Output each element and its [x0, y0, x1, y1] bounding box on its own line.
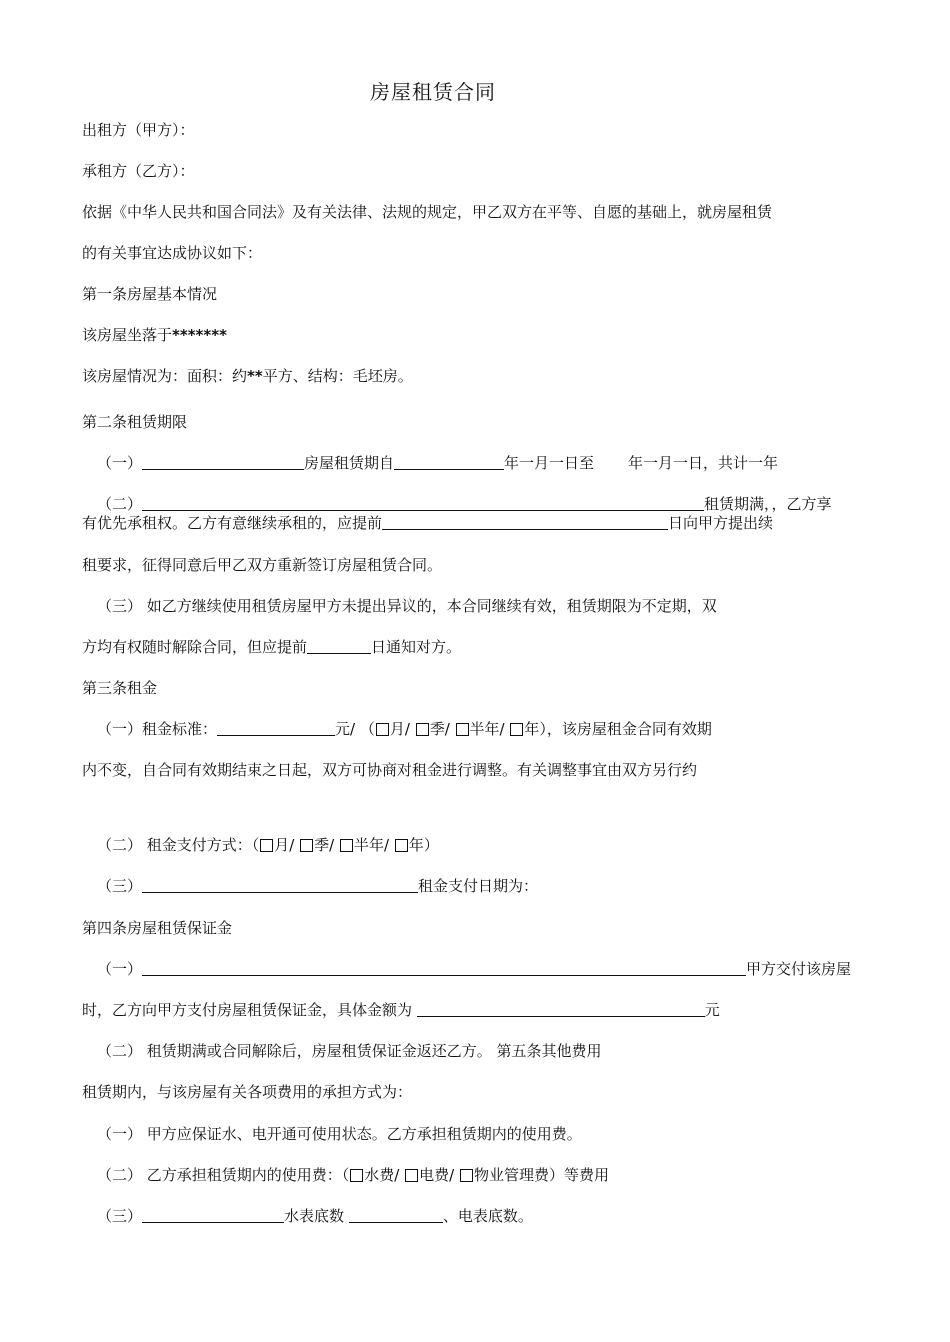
- article-2-item-2-cont: [82, 513, 773, 533]
- blank-field: [394, 454, 504, 470]
- option-property: 物业管理费）等费用: [473, 1166, 609, 1184]
- yuan-unit: 元: [704, 1001, 720, 1019]
- payment-method-label: （二） 租金支付方式：（: [97, 836, 260, 854]
- article-2-item-2: [97, 494, 832, 514]
- option-year: 年）: [408, 836, 439, 854]
- item-number: （一）: [97, 960, 143, 978]
- checkbox[interactable]: [340, 839, 353, 852]
- article-2-item-3: （三） 如乙方继续使用租赁房屋甲方未提出异议的，本合同继续有效，租赁期限为不定期，双: [97, 597, 717, 615]
- notice-text: 日向甲方提出续: [668, 514, 774, 532]
- notify-text: 日通知对方。: [371, 638, 462, 656]
- payment-date-label: 租金支付日期为：: [418, 877, 539, 895]
- article-3-item-1-cont: 内不变，自合同有效期结束之日起，双方可协商对租金进行调整。有关调整事宜由双方另行约: [82, 761, 698, 779]
- lessee-line: 承租方（乙方）：: [82, 162, 195, 180]
- article-1-title: 第一条房屋基本情况: [82, 285, 218, 303]
- article-3-item-3: [97, 876, 538, 896]
- article-3-item-2: [97, 835, 439, 855]
- fees-label: （二） 乙方承担租赁期内的使用费：（: [97, 1166, 350, 1184]
- blank-field: [349, 1207, 443, 1223]
- blank-field: [142, 495, 704, 511]
- option-electricity: 电费/: [419, 1166, 455, 1184]
- option-month: 月/: [389, 720, 410, 738]
- option-water: 水费/: [364, 1166, 400, 1184]
- checkbox[interactable]: [350, 1169, 363, 1182]
- item-number: （二）: [97, 495, 143, 513]
- blank-field: [142, 1207, 284, 1223]
- lessor-line: 出租方（甲方）：: [82, 121, 195, 139]
- option-year: 年），该房屋租金合同有效期: [524, 720, 712, 738]
- option-season: 季/: [429, 720, 450, 738]
- area-value: **: [247, 367, 263, 385]
- checkbox[interactable]: [416, 723, 429, 736]
- article-1-location: [82, 325, 227, 345]
- location-label: 该房屋坐落于: [82, 326, 173, 344]
- option-season: 季/: [314, 836, 335, 854]
- article-1-info: [82, 366, 413, 386]
- location-value: *******: [172, 326, 227, 344]
- article-4-item-2: （二） 租赁期满或合同解除后，房屋租赁保证金返还乙方。 第五条其他费用: [97, 1042, 602, 1060]
- date-from: 年一月一日至: [504, 454, 595, 472]
- rent-standard-label: （一）租金标准：: [97, 720, 218, 738]
- option-half-year: 半年/: [469, 720, 505, 738]
- deliver-text: 甲方交付该房屋: [746, 960, 852, 978]
- article-2-item-3-cont: [82, 637, 461, 657]
- rent-unit: 元/ （: [335, 720, 375, 738]
- article-4-title: 第四条房屋租赁保证金: [82, 919, 233, 937]
- date-to: 年一月一日，共计一年: [628, 454, 779, 472]
- blank-field: [142, 454, 304, 470]
- priority-text: 有优先承租权。乙方有意继续承租的，应提前: [82, 514, 383, 532]
- blank-field: [142, 877, 418, 893]
- checkbox[interactable]: [456, 723, 469, 736]
- blank-field: [417, 1001, 705, 1017]
- article-2-item-2-end: 租要求，征得同意后甲乙双方重新签订房屋租赁合同。: [82, 556, 443, 574]
- checkbox[interactable]: [376, 723, 389, 736]
- deposit-text: 时，乙方向甲方支付房屋租赁保证金，具体金额为: [82, 1001, 413, 1019]
- article-4-item-1: [97, 959, 851, 979]
- option-half-year: 半年/: [353, 836, 390, 854]
- article-2-item-1: [97, 453, 778, 473]
- blank-field: [307, 638, 371, 654]
- terminate-text: 方均有权随时解除合同，但应提前: [82, 638, 308, 656]
- article-5-intro: 租赁期内，与该房屋有关各项费用的承担方式为：: [82, 1083, 413, 1101]
- item-number: （一）: [97, 454, 143, 472]
- water-meter-label: 水表底数: [284, 1207, 345, 1225]
- page-title: [0, 76, 950, 105]
- article-4-item-1-cont: [82, 1000, 720, 1020]
- intro-line-1: 依据《中华人民共和国合同法》及有关法律、法规的规定，甲乙双方在平等、自愿的基础上，就房屋租赁: [82, 203, 773, 221]
- article-5-item-2: [97, 1165, 609, 1185]
- lease-start-label: 房屋租赁期自: [304, 454, 395, 472]
- checkbox[interactable]: [405, 1169, 418, 1182]
- blank-field: [382, 514, 668, 530]
- option-month: 月/: [274, 836, 295, 854]
- article-5-item-1: （一） 甲方应保证水、电开通可使用状态。乙方承担租赁期内的使用费。: [97, 1125, 582, 1143]
- checkbox[interactable]: [300, 839, 313, 852]
- blank-field: [217, 720, 335, 736]
- item-number: （三）: [97, 1207, 143, 1225]
- article-5-item-3: [97, 1206, 533, 1226]
- electric-meter-label: 、电表底数。: [442, 1207, 533, 1225]
- blank-field: [142, 960, 746, 976]
- checkbox[interactable]: [395, 839, 408, 852]
- item-number: （三）: [97, 877, 143, 895]
- checkbox[interactable]: [260, 839, 273, 852]
- renewal-text: 租赁期满，，乙方享: [704, 495, 832, 513]
- article-3-item-1: [97, 719, 712, 739]
- structure-text: 平方、结构：毛坯房。: [262, 367, 413, 385]
- article-2-title: 第二条租赁期限: [82, 413, 188, 431]
- checkbox[interactable]: [510, 723, 523, 736]
- area-label: 该房屋情况为：面积：约: [82, 367, 248, 385]
- article-3-title: 第三条租金: [82, 679, 158, 697]
- checkbox[interactable]: [460, 1169, 473, 1182]
- intro-line-2: 的有关事宜达成协议如下：: [82, 244, 263, 262]
- title-text: 房屋租赁合同: [370, 80, 496, 104]
